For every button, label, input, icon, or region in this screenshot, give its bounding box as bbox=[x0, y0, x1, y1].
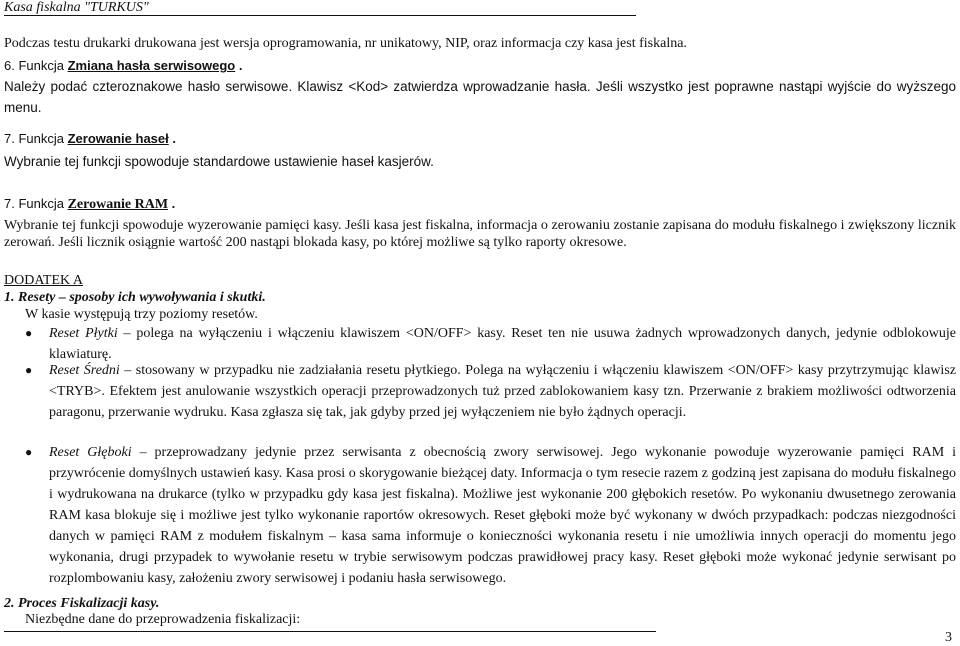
section-7a-name: Zerowanie haseł bbox=[67, 131, 169, 146]
title-underline bbox=[4, 15, 636, 16]
section-7b-suffix: . bbox=[168, 196, 176, 211]
section-6-name: Zmiana hasła serwisowego bbox=[67, 58, 236, 73]
bottom-rule bbox=[4, 631, 656, 632]
section-6-prefix: 6. Funkcja bbox=[4, 58, 68, 73]
section-7b-body: Wybranie tej funkcji spowoduje wyzerowanie pamięci kasy. Jeśli kasa jest fiskalna, informacja o zerowaniu zostanie zapisana do modułu fiskalnego i zwiększony licznik zerowań. Jeśli licznik osiągnie wartość 200 nastąpi blokada kasy, po której możliwe są tylko raporty okresowe. bbox=[4, 218, 956, 250]
section-7a-prefix: 7. Funkcja bbox=[4, 131, 68, 146]
reset-item-deep-text: – przeprowadzany jedynie przez serwisanta z obecnością zwory serwisowej. Jego wykonanie powoduje wyzerowanie pamięci RAM i przywrócenie domyślnych ustawień kasy. Kasa prosi o skorygowanie bieżącej daty. Informacja o tym resecie razem z godziną jest zapisana do modułu fiskalnego i wydrukowana na drukarce (tylko w przypadku gdy kasa jest fiskalna). Możliwe jest wykonanie 200 głębokich resetów. Po wykonaniu dwusetnego zerowania RAM kasa blokuje się i możliwe jest tylko wykonanie raportów okresowych. Reset głęboki może być wykonany w dwóch przypadkach: podczas niezgodności danych w pamięci RAM z modułem fiskalnym – kasa sama informuje o konieczności wykonania resetu i nie umożliwia innych operacji do momentu jego wykonania, drugi przypadek to wywołanie resetu w trybie serwisowym podczas prawidłowej pracy kasy. Reset głęboki może wykonać jedynie serwisant po rozplombowaniu kasy, założeniu zwory serwisowej i podaniu hasła serwisowego. bbox=[49, 445, 957, 586]
bullet-icon: ● bbox=[25, 326, 33, 340]
reset-item-soft-text: – polega na wyłączeniu i włączeniu klawiszem <ON/OFF> kasy. Reset ten nie usuwa żadnych wprowadzonych danych, jedynie odblokowuje klawiaturę. bbox=[49, 326, 957, 362]
section-7b-heading bbox=[4, 196, 175, 213]
reset-item-deep bbox=[49, 442, 956, 589]
reset-item-soft bbox=[49, 323, 956, 365]
section-7b-name: Zerowanie RAM bbox=[67, 197, 169, 212]
reset-section-intro: W kasie występują trzy poziomy resetów. bbox=[25, 307, 258, 322]
section-6-body: Należy podać czteroznakowe hasło serwisowe. Klawisz <Kod> zatwierdza wprowadzanie hasła. Jeśli wszystko jest poprawne nastąpi wyjście do wyższego menu. bbox=[4, 79, 956, 115]
section-7a-suffix: . bbox=[168, 131, 176, 146]
section-7a-heading bbox=[4, 131, 176, 147]
section-6-heading bbox=[4, 58, 242, 74]
intro-text: Podczas testu drukarki drukowana jest wersja oprogramowania, nr unikatowy, NIP, oraz informacja czy kasa jest fiskalna. bbox=[4, 36, 687, 51]
page-number: 3 bbox=[945, 630, 952, 645]
reset-item-soft-name: Reset Płytki bbox=[49, 326, 118, 341]
bullet-icon: ● bbox=[25, 445, 33, 459]
reset-item-deep-name: Reset Głęboki bbox=[49, 445, 132, 460]
reset-item-medium-text: – stosowany w przypadku nie zadziałania resetu płytkiego. Polega na wyłączeniu i włączeniu klawiszem <ON/OFF> kasy przytrzymując klawisz <TRYB>. Efektem jest anulowanie wszystkich operacji przeprowadzonych tuż przed zablokowaniem kasy tzn. Przerwanie z brakiem możliwości odtworzenia paragonu, przerwanie wydruku. Kasa zgłasza się tak, jak gdyby przed jej wyłączeniem nie było żądnych operacji. bbox=[49, 363, 956, 420]
bullet-icon: ● bbox=[25, 363, 33, 377]
section-7a-body: Wybranie tej funkcji spowoduje standardowe ustawienie haseł kasjerów. bbox=[4, 154, 434, 169]
section-7b-prefix: 7. Funkcja bbox=[4, 196, 68, 211]
section-6-suffix: . bbox=[235, 58, 243, 73]
appendix-heading: DODATEK A bbox=[4, 273, 83, 288]
reset-item-medium-name: Reset Średni bbox=[49, 363, 120, 378]
fiscalization-section-intro: Niezbędne dane do przeprowadzenia fiskalizacji: bbox=[25, 612, 301, 627]
fiscalization-section-title: 2. Proces Fiskalizacji kasy. bbox=[4, 596, 160, 611]
reset-section-title: 1. Resety – sposoby ich wywoływania i skutki. bbox=[4, 290, 266, 305]
page-title: Kasa fiskalna "TURKUS" bbox=[4, 0, 149, 15]
reset-item-medium bbox=[49, 360, 956, 423]
